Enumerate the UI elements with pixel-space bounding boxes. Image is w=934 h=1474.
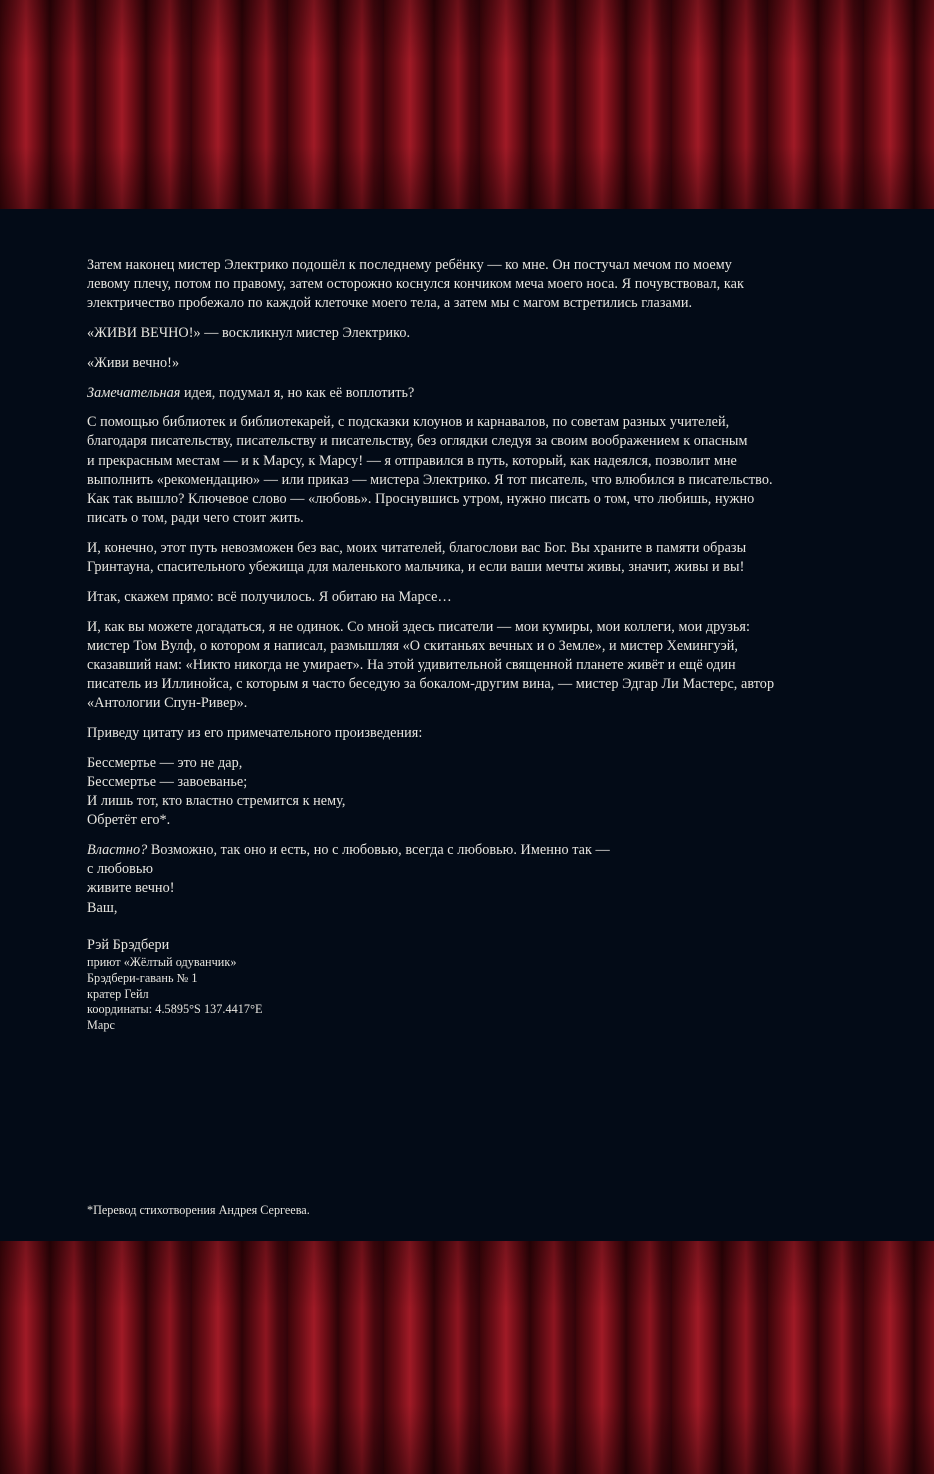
text-line: И, как вы можете догадаться, я не одинок. Со мной здесь писатели — мои кумиры, мои коллеги, мои друзья: — [87, 618, 750, 635]
paragraph-1 — [87, 256, 847, 314]
text-line: писатель из Иллинойса, с которым я часто беседую за бокалом-другим вина, — мистер Эдгар Ли Мастерс, автор — [87, 676, 775, 693]
text-line — [87, 841, 847, 860]
address-line: координаты: 4.5895°S 137.4417°E — [87, 1002, 263, 1017]
paragraph-8 — [87, 618, 847, 714]
address-line: приют «Жёлтый одуванчик» — [87, 955, 237, 970]
red-curtain-top — [0, 0, 934, 209]
text-line: живите вечно! — [87, 880, 175, 897]
text-line — [87, 384, 847, 403]
text-line: Гринтауна, спасительного убежища для маленького мальчика, и если ваши мечты живы, значит, живы и вы! — [87, 559, 745, 576]
text-line: «Антологии Спун-Ривер». — [87, 695, 248, 712]
text-line: мистер Том Вулф, о котором я написал, размышляя «О скитаньях вечных и о Земле», и мистер Хемингуэй, — [87, 637, 738, 654]
poem-line: И лишь тот, кто властно стремится к нему, — [87, 793, 346, 810]
address-line: Брэдбери-гавань № 1 — [87, 970, 198, 985]
address-line: Марс — [87, 1018, 115, 1033]
paragraph-7 — [87, 588, 847, 607]
address-line: кратер Гейл — [87, 986, 149, 1001]
text-line: писать о том, ради чего стоит жить. — [87, 510, 304, 527]
text-fragment: идея, подумал я, но как её воплотить? — [180, 384, 415, 401]
text-line: И, конечно, этот путь невозможен без вас, моих читателей, благослови вас Бог. Вы храните в памяти образы — [87, 539, 747, 556]
text-line: выполнить «рекомендацию» — или приказ — мистера Электрико. Я тот писатель, что влюбился в писательство. — [87, 471, 773, 488]
text-line: с любовью — [87, 861, 154, 878]
poem-line: Бессмертье — это не дар, — [87, 754, 243, 771]
letter-text — [87, 256, 847, 1034]
text-line: Приведу цитату из его примечательного произведения: — [87, 725, 423, 742]
emphasis: Властно? — [87, 842, 148, 859]
red-curtain-bottom — [0, 1241, 934, 1474]
text-line: Ваш, — [87, 899, 118, 916]
paragraph-2 — [87, 324, 847, 343]
poem-line: Обретёт его*. — [87, 812, 171, 829]
text-line: «Живи вечно!» — [87, 354, 180, 371]
closing — [87, 841, 847, 918]
paragraph-4 — [87, 384, 847, 403]
text-line: Итак, скажем прямо: всё получилось. Я обитаю на Марсе… — [87, 588, 452, 605]
text-line: С помощью библиотек и библиотекарей, с подсказки клоунов и карнавалов, по советам разных учителей, — [87, 414, 730, 431]
text-line: левому плечу, потом по правому, затем осторожно коснулся кончиком меча моего носа. Я почувствовал, как — [87, 276, 744, 293]
emphasis: Замечательная — [87, 384, 181, 401]
address — [87, 955, 847, 1034]
footnote: *Перевод стихотворения Андрея Сергеева. — [87, 1203, 310, 1217]
paragraph-3 — [87, 354, 847, 373]
poem-line: Бессмертье — завоеванье; — [87, 773, 248, 790]
text-line: сказавший нам: «Никто никогда не умирает». На этой удивительной священной планете живёт и ещё один — [87, 656, 736, 673]
text-line: «ЖИВИ ВЕЧНО!» — воскликнул мистер Электрико. — [87, 325, 411, 342]
paragraph-6 — [87, 539, 847, 577]
paragraph-5 — [87, 413, 847, 528]
text-line: и прекрасным местам — и к Марсу, к Марсу! — я отправился в путь, который, как надеялся, позволит мне — [87, 452, 737, 469]
poem-quote — [87, 754, 847, 831]
signature: Рэй Брэдбери — [87, 936, 170, 953]
text-line: Затем наконец мистер Электрико подошёл к последнему ребёнку — ко мне. Он постучал мечом по моему — [87, 257, 732, 273]
text-fragment: Возможно, так оно и есть, но с любовью, всегда с любовью. Именно так — — [147, 842, 610, 859]
signature-block — [87, 936, 847, 1034]
paragraph-9 — [87, 724, 847, 743]
text-line: благодаря писательству, писательству и писательству, без оглядки следуя за своим воображением к опасным — [87, 433, 748, 450]
text-line: электричество пробежало по каждой клеточке моего тела, а затем мы с магом встретились глазами. — [87, 295, 693, 312]
text-line: Как так вышло? Ключевое слово — «любовь». Проснувшись утром, нужно писать о том, что любишь, нужно — [87, 491, 755, 508]
